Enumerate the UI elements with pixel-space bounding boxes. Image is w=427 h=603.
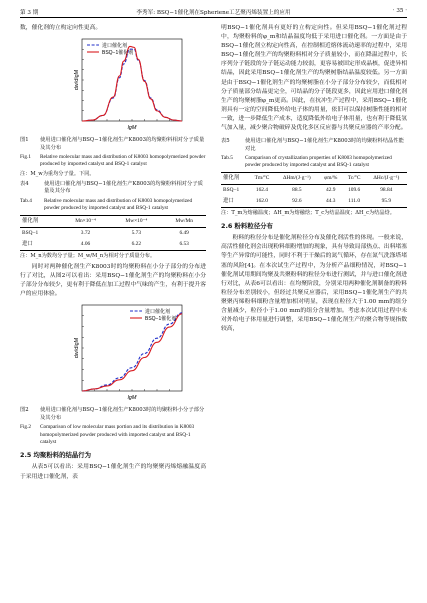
legend-label: 进口催化剂 — [102, 43, 128, 50]
table-row: BSQ−1 162.4 88.5 42.9 109.6 98.84 — [223, 186, 393, 193]
x-axis-label: lgM — [127, 125, 137, 132]
table-header-cell: Mw×10⁻⁴ — [125, 217, 148, 224]
paragraph: 明BSQ−1催化剂具有更好的立构定向性。但采用BSQ−1催化剂过程中，均聚粉料的φ_m和结晶温度均低于采用进口催化剂。一方面是由于BSQ−1催化剂立构定向性高，在控制相近熔体流动速率的过程中，采用BSQ−1催化剂生产的均聚粉料相对分子质量较小，而在降温过程中，长序列分子链段的分子链运动能力较弱，更容易被固定形成晶核，促进异相结晶，因此采用BSQ−1催化剂生产的均聚树脂结晶温度较低。另一方面是由于BSQ−1催化剂生产的均聚树脂在小分子部分分布较少，而低相对分子质量部分结晶更完全，可结晶的分子链段更多，因此应用进口催化剂生产的均聚树脂φ_m更高。因此，在抗冲生产过程中，采用BSQ−1催化剂具有一定的空间降低外给电子体的用量，依旧可以保持树脂性能的相对一致，进一步降低生产成本，适度降低外给电子体用量，也有利于降低氢气加入量，减少聚合物破碎及优化多区反应器与共聚反应器的产率分配。 — [221, 25, 407, 132]
figure-2-caption: 图2 使用进口催化剂与BSQ−1催化剂生产K8003时的均聚粉料小分子部分及其分布 — [20, 407, 205, 421]
table-header-cell: Mw/Mn — [175, 217, 193, 224]
right-column — [221, 24, 407, 334]
header-rule — [20, 17, 407, 18]
figure-1-caption: 图1 使用进口催化剂与BSQ−1催化剂生产K8003的均聚粉料相对分子质量及其分布 — [20, 137, 205, 151]
table-header-cell: Tm/°C — [254, 174, 270, 181]
left-column — [20, 24, 206, 482]
y-axis-label: dw/dlgM — [74, 69, 80, 91]
legend-label: BSQ−1催化剂 — [102, 50, 134, 57]
series-line-2 — [82, 47, 182, 122]
table-5-caption-en: Tab.5 Comparison of crystallization properties of K8003 homopolymerized powder produced by imported catalyst and BSQ-1 catalyst — [221, 154, 392, 169]
series-line-1 — [82, 313, 182, 391]
x-axis-label: lgM — [127, 395, 137, 402]
table-row: 进口 162.0 92.6 44.3 111.0 95.9 — [221, 196, 407, 208]
table-header-cell: Mn×10⁻⁴ — [75, 217, 96, 224]
paragraph: 数，催化剂的立构定向性更高。 — [20, 25, 102, 31]
table-header-cell: φm/% — [324, 174, 338, 181]
issue-number: 第 3 期 — [20, 10, 39, 16]
table-4-caption-en: Tab.4 Relative molecular mass and distribution of K8003 homopolymerized powder produced by imported catalyst and BSQ-1 catalyst — [20, 197, 193, 212]
section-heading: 2.5 均聚粉料的结晶行为 — [20, 451, 92, 460]
table-row: BSQ−1 3.72 5.73 6.49 — [22, 229, 189, 236]
figure-1-note: 注：M_w为重均分子量。下同。 — [20, 170, 95, 177]
figure-2-chart — [20, 301, 206, 405]
page-number: · 35 · — [392, 8, 407, 14]
header-title: 李秀军: BSQ−1催化剂在Spheriene工艺聚丙烯装置上的应用 — [136, 10, 291, 16]
figure-1-chart — [20, 35, 206, 135]
table-header-cell: 催化剂 — [223, 174, 240, 181]
series-line-1 — [82, 49, 182, 121]
table-4 — [20, 215, 206, 251]
paragraph: 从表5可以看出：采用BSQ−1催化剂生产的均聚聚丙烯熔融温度高于采用进口催化剂，表 — [20, 464, 206, 480]
paragraph: 粉料的粒径分布是催化剂粒径分布及催化剂活性的体现。一般来说，高活性催化剂会出现粉料细粉增加的现象，具有导致局部热点、出料堵塞等生产异常的可能性，同时不利于干燥后的氮气循环，存在氮气洗涤塔堵塞的风险[4]。在本次试生产过程中，为分析产品细粉情况，对BSQ−1催化剂试用期间均聚及共聚粉料的粒径分布进行测试，并与进口催化剂进行对比，从表6可以看出：在均聚阶段，分别采用两种催化剂制备的粉料粒径分布差别较小，但经过共聚反应器后，采用BSQ−1催化剂生产的共聚聚丙烯粉料细粉含量增加相对明显，表现在粒径大于1.00 mm的组分含量减少，粒径小于1.00 mm的组分含量增加。考虑本次试用过程中未对外给电子体用量进行调整，采用BSQ−1催化剂生产的聚合物等规指数较高， — [221, 235, 407, 333]
figure-2-caption-en: Fig.2 Comparison of low molecular mass portion and its distribution in K8003 homopolymerized powder produced with imported catalyst and BSQ-1 catalyst — [20, 424, 195, 446]
table-5-caption: 表5 使用进口催化剂与BSQ−1催化剂生产K8003时的均聚粉料结晶性能对比 — [221, 138, 404, 152]
legend-label: 进口催化剂 — [145, 309, 171, 316]
table-header-cell: Tc/°C — [347, 174, 361, 181]
table-header-cell: ΔHm/(J·g⁻¹) — [283, 174, 311, 181]
y-axis-label: dw/dlgM — [74, 338, 80, 359]
table-4-note: 注：M_n为数均分子量；M_w/M_n为相对分子质量分布。 — [20, 252, 156, 259]
figure-1-caption-en: Fig.1 Relative molecular mass and distribution of K8003 homopolymerized powder produced by imported catalyst and BSQ-1 catalyst — [20, 153, 206, 168]
table-5 — [221, 172, 407, 208]
paragraph: 同时对两种催化剂生产K8003时的均聚粉料在小分子部分的分布进行了对比，从图2可以看出：采用BSQ−1催化剂生产的均聚粉料在小分子部分分布较少，更有利于降低在加工过程中气味的产生，有利于提升客户的应用体验。 — [20, 264, 206, 298]
table-5-note: 注：T_m为熔融温度；ΔH_m为熔融焓；T_c为结晶温度；ΔH_c为结晶焓。 — [221, 210, 395, 217]
table-row: 进口 4.06 6.22 6.53 — [20, 239, 206, 251]
table-header-cell: ΔHc/(J·g⁻¹) — [373, 174, 400, 181]
legend-label: BSQ−1催化剂 — [145, 316, 177, 323]
table-4-caption: 表4 使用进口催化剂与BSQ−1催化剂生产K8003的均聚粉料相对分子质量及其分布 — [20, 180, 203, 195]
table-header-cell: 催化剂 — [22, 217, 39, 224]
section-heading: 2.6 粉料粒径分布 — [221, 222, 273, 231]
